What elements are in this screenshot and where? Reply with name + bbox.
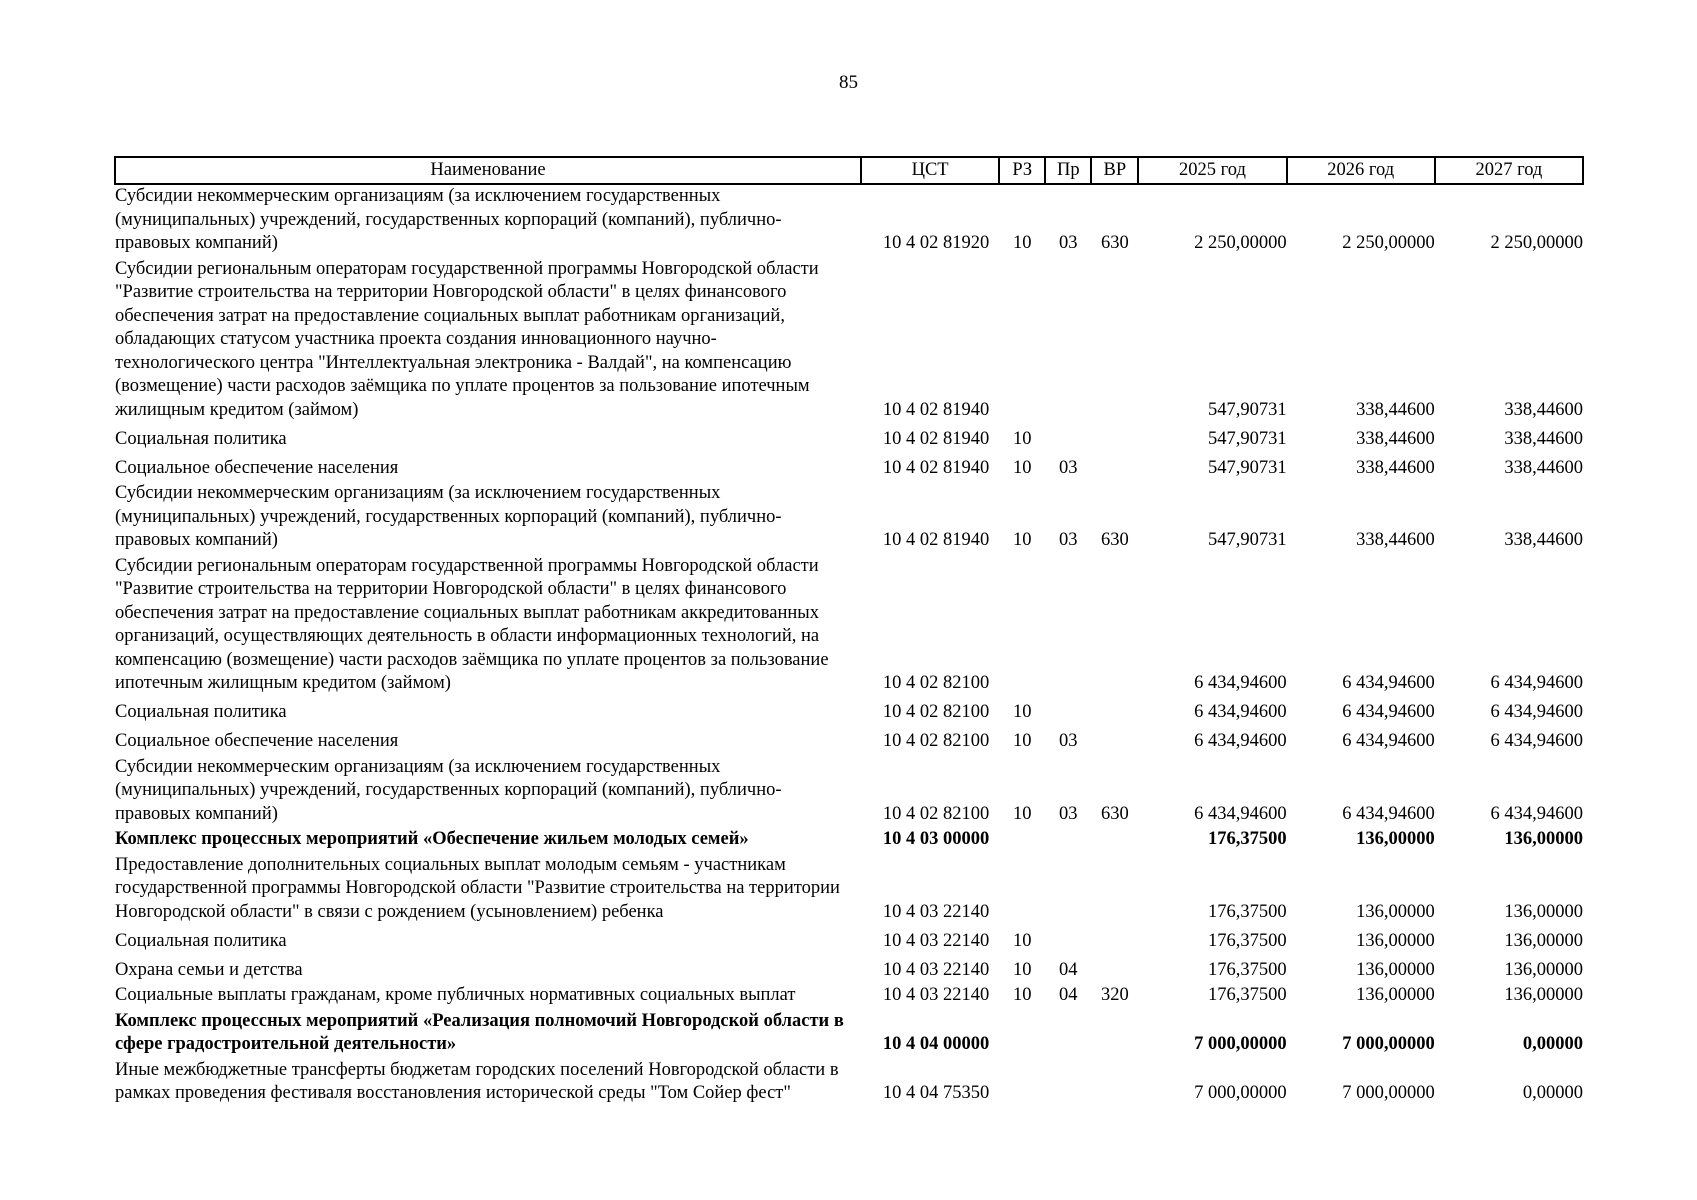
cell-rz <box>999 828 1045 854</box>
cell-cst: 10 4 03 00000 <box>882 829 990 849</box>
cell-2027: 338,44600 <box>1504 428 1583 449</box>
table-row <box>115 424 1583 453</box>
cell-rz: 10 <box>1012 702 1032 722</box>
table-row <box>115 828 1583 854</box>
cell-rz <box>999 1010 1045 1059</box>
cell-name: Социальная политика <box>115 930 287 951</box>
header-rz: РЗ <box>999 157 1045 184</box>
cell-vr <box>1091 1059 1138 1108</box>
header-2026: 2026 год <box>1287 157 1435 184</box>
cell-2025: 176,37500 <box>1207 985 1287 1005</box>
cell-2025: 176,37500 <box>1207 959 1287 980</box>
cell-2027: 6 434,94600 <box>1490 673 1583 693</box>
cell-rz: 10 <box>1012 457 1032 478</box>
cell-rz: 10 <box>1012 530 1032 550</box>
cell-cst: 10 4 02 82100 <box>882 702 990 722</box>
cell-2025: 6 434,94600 <box>1194 673 1287 693</box>
cell-pr <box>1045 698 1091 727</box>
table-row <box>115 453 1583 482</box>
cell-2025: 176,37500 <box>1207 901 1287 922</box>
cell-name: Субсидии региональным операторам государственной программы Новгородской области "Развитие строительства на территории Новгородской области" в целях финансового обеспечения затрат на предоставление социальных выплат работникам аккредитованных организаций, осуществляющих деятельность в области информационных технологий, на компенсацию (возмещение) части расходов заёмщика по уплате процентов за пользование ипотечным жилищным кредитом (займом) <box>115 555 829 693</box>
cell-rz: 10 <box>1012 985 1032 1005</box>
cell-rz: 10 <box>1012 959 1032 980</box>
cell-vr <box>1091 424 1138 453</box>
cell-2027: 136,00000 <box>1504 829 1583 849</box>
cell-name: Иные межбюджетные трансферты бюджетам городских поселений Новгородской области в рамках проведения фестиваля восстановления исторической среды "Том Сойер фест" <box>115 1059 839 1103</box>
cell-2026: 6 434,94600 <box>1342 702 1435 722</box>
cell-name: Охрана семьи и детства <box>115 959 303 980</box>
table-row <box>115 756 1583 829</box>
cell-name: Субсидии некоммерческим организациям (за исключением государственных (муниципальных) учреждений, государственных корпораций (компаний), публично-правовых компаний) <box>115 186 782 253</box>
cell-2027: 0,00000 <box>1522 1034 1583 1054</box>
cell-2026: 6 434,94600 <box>1342 803 1435 824</box>
cell-name: Социальные выплаты гражданам, кроме публичных нормативных социальных выплат <box>115 985 796 1005</box>
header-vr: ВР <box>1091 157 1138 184</box>
cell-vr <box>1091 955 1138 984</box>
cell-rz <box>999 1059 1045 1108</box>
cell-2026: 136,00000 <box>1356 829 1435 849</box>
cell-2027: 2 250,00000 <box>1490 233 1583 253</box>
table-row <box>115 854 1583 927</box>
cell-2026: 338,44600 <box>1356 530 1435 550</box>
cell-name: Комплекс процессных мероприятий «Обеспечение жильем молодых семей» <box>115 829 749 849</box>
cell-pr <box>1045 854 1091 927</box>
cell-2026: 338,44600 <box>1356 457 1435 478</box>
cell-2025: 6 434,94600 <box>1194 702 1287 722</box>
cell-vr <box>1091 1010 1138 1059</box>
cell-2027: 0,00000 <box>1522 1083 1583 1103</box>
cell-pr <box>1045 258 1091 425</box>
cell-pr: 03 <box>1059 530 1078 550</box>
cell-cst: 10 4 02 81940 <box>882 399 990 420</box>
cell-pr <box>1045 1059 1091 1108</box>
table-row <box>115 1059 1583 1108</box>
cell-pr <box>1045 424 1091 453</box>
cell-pr <box>1045 555 1091 698</box>
table-header-row <box>115 157 1583 184</box>
cell-2025: 547,90731 <box>1207 399 1287 420</box>
cell-2027: 136,00000 <box>1504 985 1583 1005</box>
header-name: Наименование <box>115 157 861 184</box>
cell-2027: 338,44600 <box>1504 399 1583 420</box>
header-cst: ЦСТ <box>861 157 999 184</box>
cell-2025: 547,90731 <box>1207 428 1287 449</box>
cell-vr <box>1091 453 1138 482</box>
cell-2025: 547,90731 <box>1207 457 1287 478</box>
cell-2025: 6 434,94600 <box>1194 731 1287 751</box>
cell-name: Предоставление дополнительных социальных выплат молодым семьям - участникам государственной программы Новгородской области "Развитие строительства на территории Новгородской области" в связи с рождением (усыновлением) ребенка <box>115 854 840 922</box>
cell-vr <box>1091 727 1138 756</box>
cell-2027: 136,00000 <box>1504 959 1583 980</box>
cell-2027: 338,44600 <box>1504 457 1583 478</box>
cell-vr <box>1091 698 1138 727</box>
table-row <box>115 698 1583 727</box>
cell-2027: 136,00000 <box>1504 930 1583 951</box>
cell-cst: 10 4 02 82100 <box>882 731 990 751</box>
cell-2027: 338,44600 <box>1504 530 1583 550</box>
cell-2027: 6 434,94600 <box>1490 803 1583 824</box>
cell-cst: 10 4 03 22140 <box>882 901 990 922</box>
cell-vr <box>1091 555 1138 698</box>
cell-cst: 10 4 02 81920 <box>882 233 990 253</box>
cell-name: Социальное обеспечение населения <box>115 731 399 751</box>
cell-2025: 7 000,00000 <box>1194 1083 1287 1103</box>
cell-2025: 2 250,00000 <box>1194 233 1287 253</box>
cell-name: Социальная политика <box>115 702 287 722</box>
cell-rz: 10 <box>1012 803 1032 824</box>
cell-vr: 630 <box>1100 530 1129 550</box>
cell-cst: 10 4 03 22140 <box>882 959 990 980</box>
cell-2027: 136,00000 <box>1504 901 1583 922</box>
table-row <box>115 482 1583 555</box>
cell-vr <box>1091 926 1138 955</box>
cell-rz: 10 <box>1012 233 1032 253</box>
cell-pr: 03 <box>1059 233 1078 253</box>
cell-name: Социальная политика <box>115 428 287 449</box>
cell-cst: 10 4 02 81940 <box>882 530 990 550</box>
cell-2025: 547,90731 <box>1207 530 1287 550</box>
table-row <box>115 184 1583 258</box>
table-row <box>115 926 1583 955</box>
cell-vr <box>1091 854 1138 927</box>
cell-vr: 320 <box>1100 985 1129 1005</box>
table-row <box>115 984 1583 1010</box>
table-row <box>115 1010 1583 1059</box>
cell-2025: 176,37500 <box>1207 829 1287 849</box>
cell-2026: 7 000,00000 <box>1342 1034 1435 1054</box>
cell-vr: 630 <box>1100 803 1129 824</box>
cell-cst: 10 4 02 82100 <box>882 673 990 693</box>
table-body <box>115 184 1583 1108</box>
page-number: 85 <box>839 72 858 93</box>
cell-rz: 10 <box>1012 731 1032 751</box>
budget-table <box>114 156 1584 1108</box>
cell-2027: 6 434,94600 <box>1490 731 1583 751</box>
cell-rz <box>999 555 1045 698</box>
cell-vr <box>1091 258 1138 425</box>
cell-2025: 6 434,94600 <box>1194 803 1287 824</box>
cell-2026: 136,00000 <box>1356 930 1435 951</box>
cell-pr <box>1045 828 1091 854</box>
cell-rz <box>999 258 1045 425</box>
cell-cst: 10 4 03 22140 <box>882 930 990 951</box>
cell-name: Субсидии некоммерческим организациям (за исключением государственных (муниципальных) учреждений, государственных корпораций (компаний), публично-правовых компаний) <box>115 483 782 550</box>
cell-pr: 04 <box>1059 985 1078 1005</box>
cell-pr <box>1045 926 1091 955</box>
cell-cst: 10 4 04 00000 <box>882 1034 990 1054</box>
header-2027: 2027 год <box>1435 157 1583 184</box>
cell-2026: 136,00000 <box>1356 959 1435 980</box>
cell-pr: 04 <box>1059 959 1078 980</box>
cell-cst: 10 4 02 82100 <box>882 803 990 824</box>
header-2025: 2025 год <box>1138 157 1286 184</box>
cell-2026: 6 434,94600 <box>1342 731 1435 751</box>
cell-2026: 2 250,00000 <box>1342 233 1435 253</box>
cell-pr <box>1045 1010 1091 1059</box>
cell-2026: 6 434,94600 <box>1342 673 1435 693</box>
cell-2026: 338,44600 <box>1356 428 1435 449</box>
cell-cst: 10 4 02 81940 <box>882 457 990 478</box>
table-row <box>115 727 1583 756</box>
table-row <box>115 555 1583 698</box>
cell-cst: 10 4 02 81940 <box>882 428 990 449</box>
table-row <box>115 955 1583 984</box>
cell-2025: 176,37500 <box>1207 930 1287 951</box>
cell-2027: 6 434,94600 <box>1490 702 1583 722</box>
cell-2026: 136,00000 <box>1356 901 1435 922</box>
cell-2025: 7 000,00000 <box>1194 1034 1287 1054</box>
cell-cst: 10 4 04 75350 <box>882 1083 990 1103</box>
cell-2026: 7 000,00000 <box>1342 1083 1435 1103</box>
cell-name: Субсидии некоммерческим организациям (за исключением государственных (муниципальных) учреждений, государственных корпораций (компаний), публично-правовых компаний) <box>115 756 782 824</box>
cell-pr: 03 <box>1059 731 1078 751</box>
cell-name: Комплекс процессных мероприятий «Реализация полномочий Новгородской области в сфере градостроительной деятельности» <box>115 1010 844 1054</box>
cell-vr <box>1091 828 1138 854</box>
header-pr: Пр <box>1045 157 1091 184</box>
cell-rz: 10 <box>1012 428 1032 449</box>
cell-cst: 10 4 03 22140 <box>882 985 990 1005</box>
cell-name: Социальное обеспечение населения <box>115 457 399 478</box>
table-row <box>115 258 1583 425</box>
cell-pr: 03 <box>1059 457 1078 478</box>
cell-name: Субсидии региональным операторам государственной программы Новгородской области "Развитие строительства на территории Новгородской области" в целях финансового обеспечения затрат на предоставление социальных выплат работникам организаций, обладающих статусом участника проекта создания инновационного научно-технологического центра "Интеллектуальная электроника - Валдай", на компенсацию (возмещение) части расходов заёмщика по уплате процентов за пользование ипотечным жилищным кредитом (займом) <box>115 258 819 420</box>
cell-2026: 136,00000 <box>1356 985 1435 1005</box>
cell-vr: 630 <box>1100 233 1129 253</box>
cell-2026: 338,44600 <box>1356 399 1435 420</box>
cell-pr: 03 <box>1059 803 1078 824</box>
cell-rz: 10 <box>1012 930 1032 951</box>
cell-rz <box>999 854 1045 927</box>
